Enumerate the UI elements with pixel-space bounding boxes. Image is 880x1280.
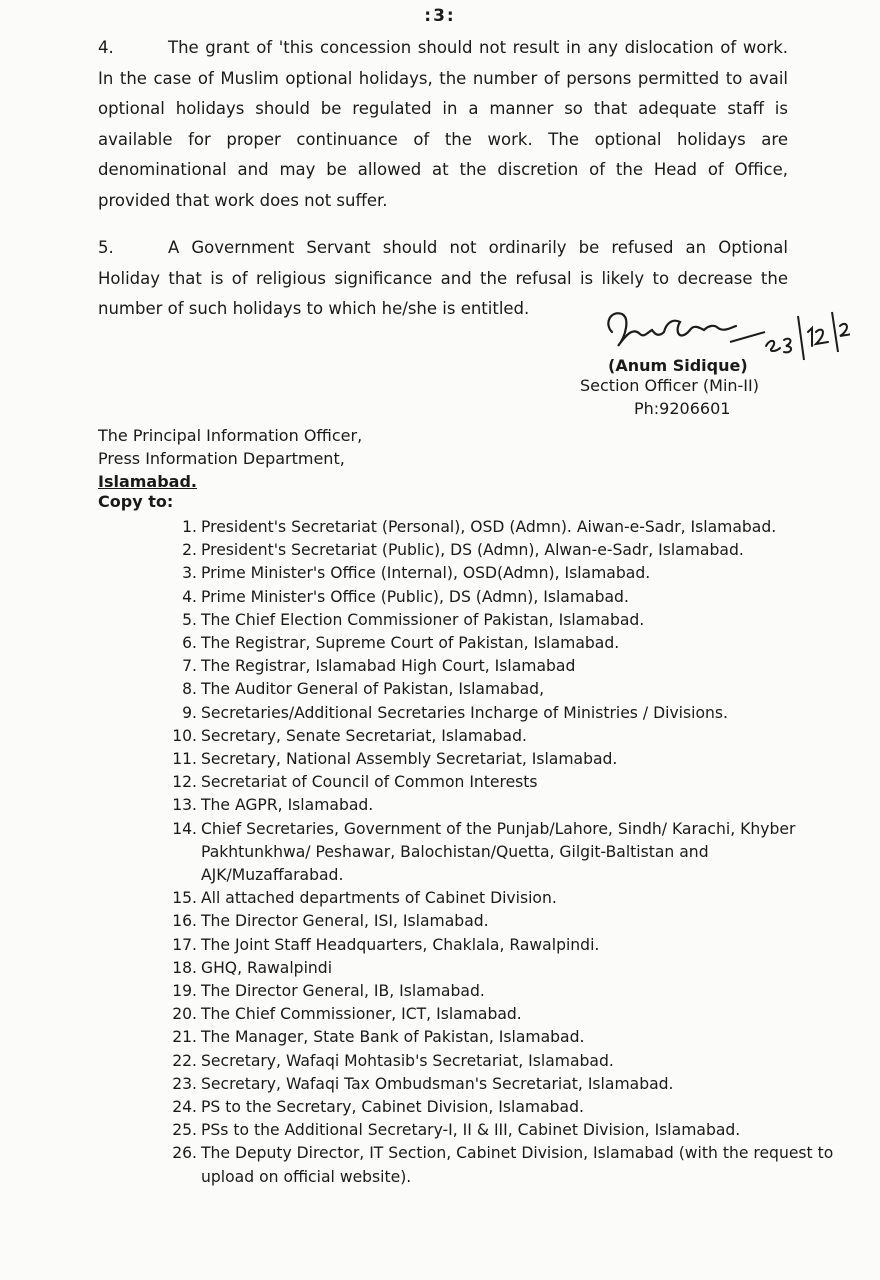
- list-item-text: Secretaries/Additional Secretaries Incharge of Ministries / Divisions.: [201, 703, 728, 722]
- signatory-designation: Section Officer (Min-II): [580, 376, 759, 395]
- list-item: [162, 910, 842, 933]
- list-item-text: Chief Secretaries, Government of the Punjab/Lahore, Sindh/ Karachi, Khyber Pakhtunkhwa/ Peshawar, Balochistan/Quetta, Gilgit-Baltistan and AJK/Muzaffarabad.: [201, 819, 796, 885]
- paragraph-text: The grant of 'this concession should not result in any dislocation of work. In the case of Muslim optional holidays, the number of persons permitted to avail optional holidays should be regulated in a manner so that adequate staff is available for proper continuance of the work. The optional holidays are denominational and may be allowed at the discretion of the Head of Office, provided that work does not suffer.: [98, 38, 788, 210]
- list-item: [162, 1026, 842, 1049]
- list-item-number: 9.: [182, 703, 197, 722]
- list-item-text: The Joint Staff Headquarters, Chaklala, Rawalpindi.: [201, 935, 600, 954]
- list-item-number: 8.: [182, 680, 197, 699]
- list-item: [162, 934, 842, 957]
- list-item-text: The Auditor General of Pakistan, Islamabad,: [201, 680, 545, 699]
- list-item-text: The Registrar, Islamabad High Court, Islamabad: [201, 657, 576, 676]
- list-item-text: PSs to the Additional Secretary-I, II & III, Cabinet Division, Islamabad.: [201, 1121, 741, 1140]
- list-item-text: Secretary, National Assembly Secretariat, Islamabad.: [201, 750, 618, 769]
- list-item: [162, 562, 842, 585]
- list-item-text: The AGPR, Islamabad.: [201, 796, 374, 815]
- list-item: [162, 678, 842, 701]
- addressee-line: Press Information Department,: [98, 449, 345, 468]
- list-item: [162, 702, 842, 725]
- list-item-number: 20.: [172, 1005, 197, 1024]
- list-item: [162, 1050, 842, 1073]
- list-item: [162, 794, 842, 817]
- list-item-text: Prime Minister's Office (Public), DS (Admn), Islamabad.: [201, 587, 629, 606]
- list-item-text: The Deputy Director, IT Section, Cabinet Division, Islamabad (with the request to upload on official website).: [201, 1144, 834, 1186]
- list-item: [162, 586, 842, 609]
- list-item: [162, 771, 842, 794]
- list-item-number: 11.: [172, 750, 197, 769]
- list-item-number: 22.: [172, 1051, 197, 1070]
- list-item-number: 15.: [172, 889, 197, 908]
- list-item-number: 10.: [172, 726, 197, 745]
- list-item-number: 17.: [172, 935, 197, 954]
- list-item-text: The Registrar, Supreme Court of Pakistan, Islamabad.: [201, 634, 620, 653]
- list-item: [162, 516, 842, 539]
- addressee-block: [98, 424, 362, 493]
- list-item: [162, 539, 842, 562]
- list-item-number: 25.: [172, 1121, 197, 1140]
- list-item-number: 21.: [172, 1028, 197, 1047]
- paragraph-number: 4.: [98, 38, 114, 57]
- addressee-city: Islamabad.: [98, 472, 198, 491]
- list-item: [162, 980, 842, 1003]
- list-item: [162, 887, 842, 910]
- copy-to-list: [162, 516, 842, 1189]
- list-item-number: 23.: [172, 1074, 197, 1093]
- list-item: [162, 632, 842, 655]
- list-item-text: The Manager, State Bank of Pakistan, Islamabad.: [201, 1028, 585, 1047]
- list-item-number: 3.: [182, 564, 197, 583]
- list-item-text: President's Secretariat (Personal), OSD (Admn). Aiwan-e-Sadr, Islamabad.: [201, 518, 777, 536]
- list-item-number: 26.: [172, 1144, 197, 1163]
- list-item-text: Secretary, Wafaqi Tax Ombudsman's Secretariat, Islamabad.: [201, 1074, 674, 1093]
- list-item-text: The Chief Election Commissioner of Pakistan, Islamabad.: [201, 610, 645, 629]
- list-item-text: President's Secretariat (Public), DS (Admn), Alwan-e-Sadr, Islamabad.: [201, 541, 744, 560]
- paragraph-4: [98, 33, 788, 216]
- handwritten-signature: [600, 302, 850, 362]
- list-item-number: 7.: [182, 657, 197, 676]
- list-item-number: 2.: [182, 541, 197, 560]
- list-item: [162, 1003, 842, 1026]
- list-item-number: 24.: [172, 1098, 197, 1117]
- list-item-text: The Director General, IB, Islamabad.: [201, 982, 485, 1001]
- paragraph-number: 5.: [98, 238, 114, 257]
- copy-to-heading: Copy to:: [98, 492, 174, 511]
- list-item: [162, 1142, 842, 1188]
- list-item: [162, 725, 842, 748]
- list-item-number: 5.: [182, 610, 197, 629]
- list-item-text: Secretariat of Council of Common Interests: [201, 773, 538, 792]
- signatory-phone: Ph:9206601: [634, 399, 731, 418]
- addressee-line: The Principal Information Officer,: [98, 426, 363, 445]
- list-item-number: 16.: [172, 912, 197, 931]
- list-item-number: 19.: [172, 982, 197, 1001]
- list-item-number: 1.: [182, 518, 197, 536]
- list-item-text: The Chief Commissioner, ICT, Islamabad.: [201, 1005, 522, 1024]
- list-item-number: 4.: [182, 587, 197, 606]
- list-item-text: The Director General, ISI, Islamabad.: [201, 912, 489, 931]
- list-item: [162, 1119, 842, 1142]
- list-item-number: 14.: [172, 819, 197, 838]
- list-item-text: Prime Minister's Office (Internal), OSD(Admn), Islamabad.: [201, 564, 651, 583]
- list-item: [162, 957, 842, 980]
- list-item-number: 12.: [172, 773, 197, 792]
- list-item-number: 13.: [172, 796, 197, 815]
- page-number: :3:: [424, 6, 456, 26]
- list-item-text: PS to the Secretary, Cabinet Division, Islamabad.: [201, 1098, 584, 1117]
- list-item-text: Secretary, Senate Secretariat, Islamabad.: [201, 726, 527, 745]
- list-item-number: 18.: [172, 958, 197, 977]
- list-item: [162, 1096, 842, 1119]
- list-item-text: Secretary, Wafaqi Mohtasib's Secretariat, Islamabad.: [201, 1051, 614, 1070]
- list-item: [162, 818, 842, 888]
- list-item: [162, 748, 842, 771]
- paragraph-text: A Government Servant should not ordinarily be refused an Optional Holiday that is of religious significance and the refusal is likely to decrease the number of such holidays to which he/she is entitled.: [98, 238, 788, 318]
- list-item-text: GHQ, Rawalpindi: [201, 958, 333, 977]
- list-item: [162, 609, 842, 632]
- list-item: [162, 655, 842, 678]
- list-item-text: All attached departments of Cabinet Division.: [201, 889, 557, 908]
- list-item-number: 6.: [182, 634, 197, 653]
- signatory-name: (Anum Sidique): [608, 356, 748, 375]
- list-item: [162, 1073, 842, 1096]
